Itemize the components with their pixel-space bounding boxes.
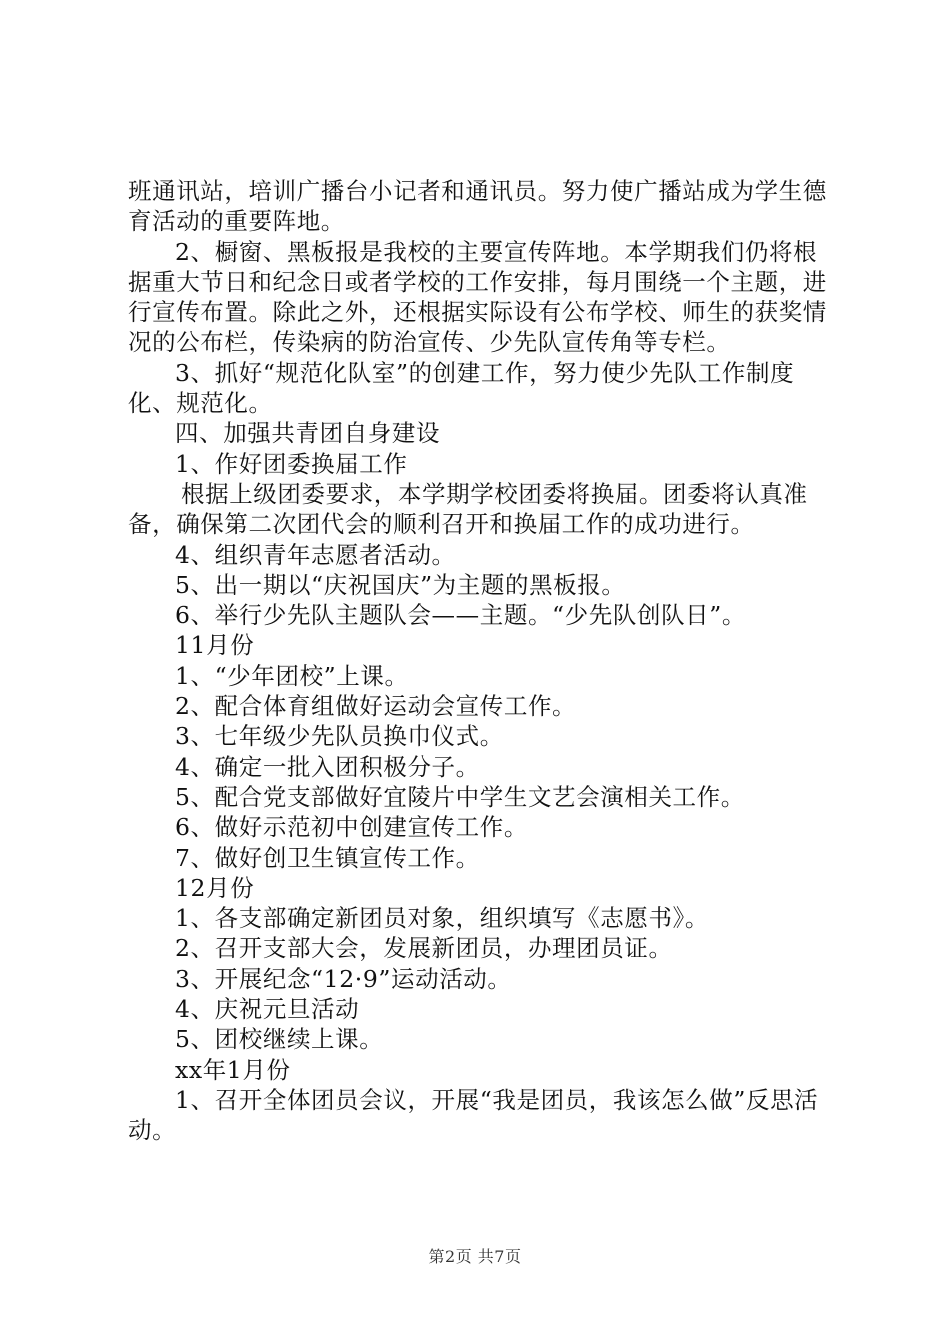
paragraph: 4、组织青年志愿者活动。 [175, 540, 456, 569]
paragraph: 根据上级团委要求，本学期学校团委将换届。团委将认真准备，确保第二次团代会的顺利召开和换届工作的成功进行。 [128, 479, 808, 539]
paragraph: 3、开展纪念“12·9”运动活动。 [175, 964, 512, 993]
paragraph: xx年1月份 [175, 1055, 291, 1084]
paragraph: 12月份 [175, 873, 255, 902]
paragraph: 11月份 [175, 631, 255, 660]
paragraph: 四、加强共青团自身建设 [175, 419, 441, 448]
document-body [128, 176, 833, 1146]
paragraph: 3、七年级少先队员换巾仪式。 [175, 722, 504, 751]
paragraph: 1、各支部确定新团员对象，组织填写《志愿书》。 [175, 904, 710, 933]
paragraph: 7、做好创卫生镇宣传工作。 [175, 843, 480, 872]
paragraph: 5、配合党支部做好宜陵片中学生文艺会演相关工作。 [175, 782, 745, 811]
paragraph: 2、配合体育组做好运动会宣传工作。 [175, 692, 577, 721]
paragraph: 4、庆祝元旦活动 [175, 995, 360, 1024]
paragraph: 1、作好团委换届工作 [175, 449, 408, 478]
paragraph: 6、举行少先队主题队会——主题。“少先队创队日”。 [175, 601, 746, 630]
page-footer: 第2页 共7页 [428, 1247, 522, 1266]
paragraph: 6、做好示范初中创建宣传工作。 [175, 813, 528, 842]
paragraph: 2、召开支部大会，发展新团员，办理团员证。 [175, 934, 673, 963]
paragraph: 4、确定一批入团积极分子。 [175, 752, 480, 781]
paragraph: 3、抓好“规范化队室”的创建工作，努力使少先队工作制度化、规范化。 [128, 358, 795, 418]
paragraph: 5、出一期以“庆祝国庆”为主题的黑板报。 [175, 570, 626, 599]
paragraph: 5、团校继续上课。 [175, 1025, 384, 1054]
paragraph: 1、“少年团校”上课。 [175, 661, 409, 690]
paragraph: 1、召开全体团员会议，开展“我是团员，我该怎么做”反思活动。 [128, 1085, 819, 1145]
paragraph: 2、橱窗、黑板报是我校的主要宣传阵地。本学期我们仍将根据重大节日和纪念日或者学校的工作安排，每月围绕一个主题，进行宣传布置。除此之外，还根据实际设有公布学校、师生的获奖情况的公布栏，传染病的防治宣传、少先队宣传角等专栏。 [128, 237, 827, 357]
paragraph: 班通讯站，培训广播台小记者和通讯员。努力使广播站成为学生德育活动的重要阵地。 [128, 177, 827, 236]
